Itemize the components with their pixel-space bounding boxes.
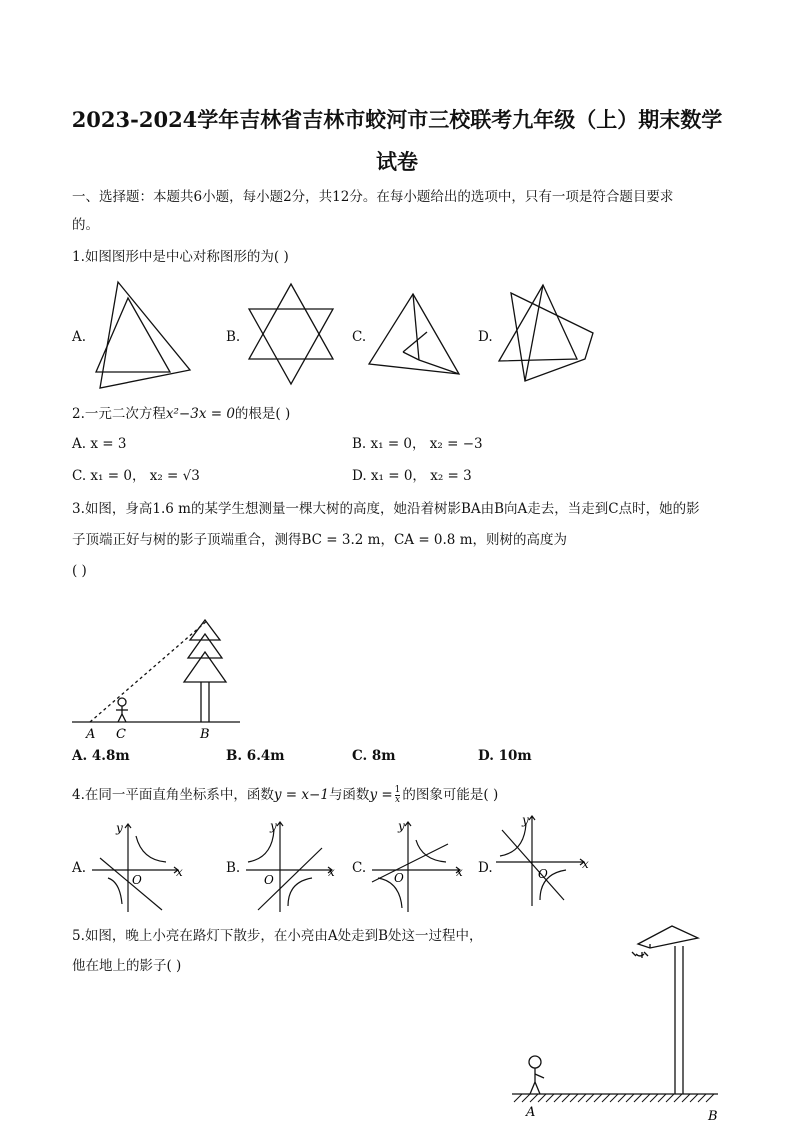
svg-text:y: y: [522, 813, 529, 827]
svg-text:y: y: [116, 821, 123, 835]
svg-text:y: y: [270, 819, 277, 833]
q2-option-d: D. x₁ = 0， x₂ = 3: [352, 468, 472, 484]
q3-label-c: C: [116, 727, 126, 742]
svg-text:y: y: [398, 819, 405, 833]
svg-text:x: x: [176, 865, 183, 879]
q4-graph-c: [368, 816, 468, 916]
q4-option-a-label: A.: [72, 860, 87, 876]
question-3-stem: 3.如图，身高1.6 m的某学生想测量一棵大树的高度，她沿着树影BA由B向A走去，当走到C点时，她的影: [72, 501, 700, 517]
question-2-stem: 2.一元二次方程x²−3x = 0的根是( ): [72, 406, 291, 422]
q4-option-d-label: D.: [478, 860, 493, 876]
page-title-line2: 试卷: [376, 149, 418, 174]
q5-street-lamp-figure: [510, 922, 730, 1122]
q1-figure-b: [245, 282, 337, 386]
q4-option-b-label: B.: [226, 860, 241, 876]
svg-text:O: O: [538, 867, 548, 881]
q1-option-d-label: D.: [478, 329, 493, 345]
q3-label-a: A: [86, 727, 96, 742]
question-4-stem: 4.在同一平面直角坐标系中，函数y = x−1与函数y = $\frac{1}{x}$ 的图象可能是( ): [72, 785, 499, 805]
q1-figure-d: [497, 283, 597, 383]
q4-graph-b: [242, 816, 342, 916]
q3-option-b: B. 6.4m: [226, 748, 285, 764]
q3-tree-shadow-figure: [70, 612, 245, 746]
q1-option-b-label: B.: [226, 329, 241, 345]
svg-text:O: O: [394, 871, 404, 885]
q1-option-a-label: A.: [72, 329, 87, 345]
q1-option-c-label: C.: [352, 329, 367, 345]
q4-graph-d: [494, 810, 594, 910]
section-header: 一、选择题：本题共6小题，每小题2分，共12分。在每小题给出的选项中，只有一项是符合题目要求: [72, 189, 674, 205]
q5-label-a: A: [526, 1105, 536, 1120]
q3-option-d: D. 10m: [478, 748, 532, 764]
question-3-stem-cont: 子顶端正好与树的影子顶端重合，测得BC = 3.2 m，CA = 0.8 m，则树的高度为: [72, 532, 567, 548]
question-1-stem: 1.如图图形中是中心对称图形的为( ): [72, 249, 289, 265]
page-title: 2023-2024学年吉林省吉林市蛟河市三校联考九年级（上）期末数学: [71, 107, 723, 132]
question-5-stem: 5.如图，晚上小亮在路灯下散步，在小亮由A处走到B处这一过程中，: [72, 928, 483, 944]
q1-figure-c: [367, 292, 463, 378]
svg-text:O: O: [132, 873, 142, 887]
section-header-cont: 的。: [72, 217, 99, 233]
q4-graph-a: [88, 816, 188, 916]
question-3-paren: ( ): [72, 563, 87, 579]
q3-option-a: A. 4.8m: [72, 748, 130, 764]
q2-option-a: A. x = 3: [72, 436, 127, 452]
q3-label-b: B: [200, 727, 210, 742]
q4-option-c-label: C.: [352, 860, 367, 876]
q5-label-b: B: [708, 1109, 718, 1123]
q3-option-c: C. 8m: [352, 748, 396, 764]
svg-text:x: x: [582, 857, 589, 871]
q1-figure-a: [90, 280, 194, 390]
svg-text:x: x: [456, 865, 463, 879]
svg-text:O: O: [264, 873, 274, 887]
q2-option-b: B. x₁ = 0， x₂ = −3: [352, 436, 483, 452]
q2-option-c: C. x₁ = 0， x₂ = √3: [72, 468, 200, 484]
svg-text:x: x: [328, 865, 335, 879]
question-5-stem-cont: 他在地上的影子( ): [72, 958, 182, 974]
